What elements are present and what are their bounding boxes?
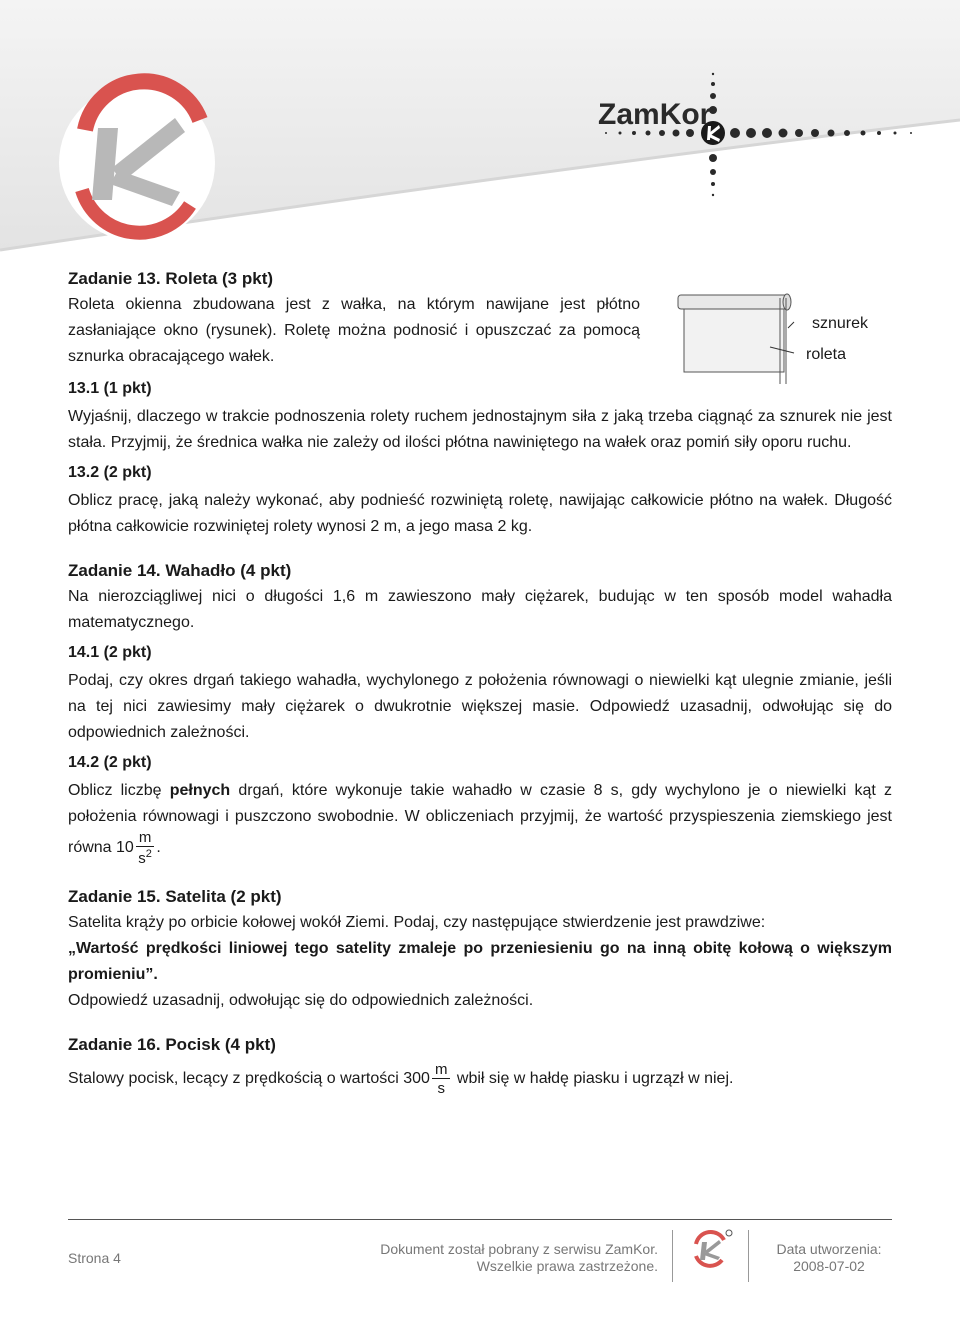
task-14-1-heading: 14.1 (2 pkt)	[68, 644, 152, 661]
task-16-title: Zadanie 16. Pocisk (4 pkt)	[68, 1035, 276, 1054]
header-band	[0, 0, 960, 260]
fraction-g-unit: $\frac{m}{s^2}$	[136, 830, 155, 866]
task-15-title: Zadanie 15. Satelita (2 pkt)	[68, 887, 282, 906]
task-15-statement: „Wartość prędkości liniowej tego satelity zmaleje po przeniesieniu go na inną obitę kołową o większym promieniu”.	[68, 940, 892, 983]
task-14-intro: Na nierozciągliwej nici o długości 1,6 m zawieszono mały ciężarek, budując w ten sposób model wahadła matematycznego.	[68, 588, 892, 631]
fraction-v-unit: $\frac{m}{s}$	[432, 1062, 451, 1096]
footer-logo	[692, 1228, 734, 1268]
task-13-2-text: Oblicz pracę, jaką należy wykonać, aby podnieść rozwiniętą roletę, nawijając całkowicie płótno na wałek. Długość płótna całkowicie rozwiniętej rolety wynosi 2 m, a jego masa 2 kg.	[68, 492, 892, 535]
task-14-2-text: Oblicz liczbę pełnych drgań, które wykonuje takie wahadło w czasie 8 s, gdy wychylono je o niewielki kąt z położenia równowagi i puszczono swobodnie. W obliczeniach przyjmij, że wartość przyspieszenia ziemskiego jest równa 10 $\frac{m}{s^2}$ .	[68, 782, 893, 867]
task-15	[68, 884, 892, 1014]
brand-wordmark: ZamKor	[598, 98, 712, 131]
task-13-1-text: Wyjaśnij, dlaczego w trakcie podnoszenia rolety ruchem jednostajnym siła z jaką trzeba ciągnąć za sznurek nie jest stała. Przyjmij, że średnica wałka nie zależy od ilości płótna nawiniętego na wałek oraz pomiń siły oporu ruchu.	[68, 408, 892, 451]
copyright-notice: Dokument został pobrany z serwisu ZamKor. Wszelkie prawa zastrzeżone.	[380, 1241, 658, 1274]
label-blind: roleta	[806, 346, 847, 363]
task-13	[68, 266, 892, 540]
task-14-1-text: Podaj, czy okres drgań takiego wahadła, wychylonego z położenia równowagi o niewielki kąt ulegnie zmianie, jeśli na tej nici zawiesimy mały ciężarek o dwukrotnie większej masie. Odpowiedź uzasadnij, odwołując się do odpowiednich zależności.	[68, 672, 892, 741]
footer-separator-left	[672, 1230, 673, 1282]
task-13-1-heading: 13.1 (1 pkt)	[68, 380, 152, 397]
footer-separator-right	[748, 1230, 749, 1282]
task-15-intro: Satelita krąży po orbicie kołowej wokół Ziemi. Podaj, czy następujące stwierdzenie jest prawdziwe:	[68, 914, 766, 931]
task-15-instruction: Odpowiedź uzasadnij, odwołując się do odpowiednich zależności.	[68, 992, 534, 1009]
page-number: Strona 4	[68, 1250, 121, 1266]
task-14-2-heading: 14.2 (2 pkt)	[68, 754, 152, 771]
creation-date: Data utworzenia: 2008-07-02	[776, 1241, 882, 1274]
task-13-2-heading: 13.2 (2 pkt)	[68, 464, 152, 481]
task-16-text: Stalowy pocisk, lecący z prędkością o wartości 300 $\frac{m}{s}$ wbił się w hałdę piasku i ugrzązł w niej.	[68, 1061, 734, 1097]
task-13-intro: Roleta okienna zbudowana jest z wałka, na którym nawijane jest płótno zasłaniające okno (rysunek). Roletę można podnosić i opuszczać za pomocą sznurka obracającego wałek.	[68, 296, 640, 365]
task-14	[68, 558, 892, 866]
footer-divider	[68, 1219, 892, 1220]
label-cord: sznurek	[812, 315, 869, 332]
document-body	[68, 266, 892, 1096]
task-16	[68, 1032, 892, 1096]
task-14-title: Zadanie 14. Wahadło (4 pkt)	[68, 561, 292, 580]
task-13-title: Zadanie 13. Roleta (3 pkt)	[68, 269, 274, 288]
